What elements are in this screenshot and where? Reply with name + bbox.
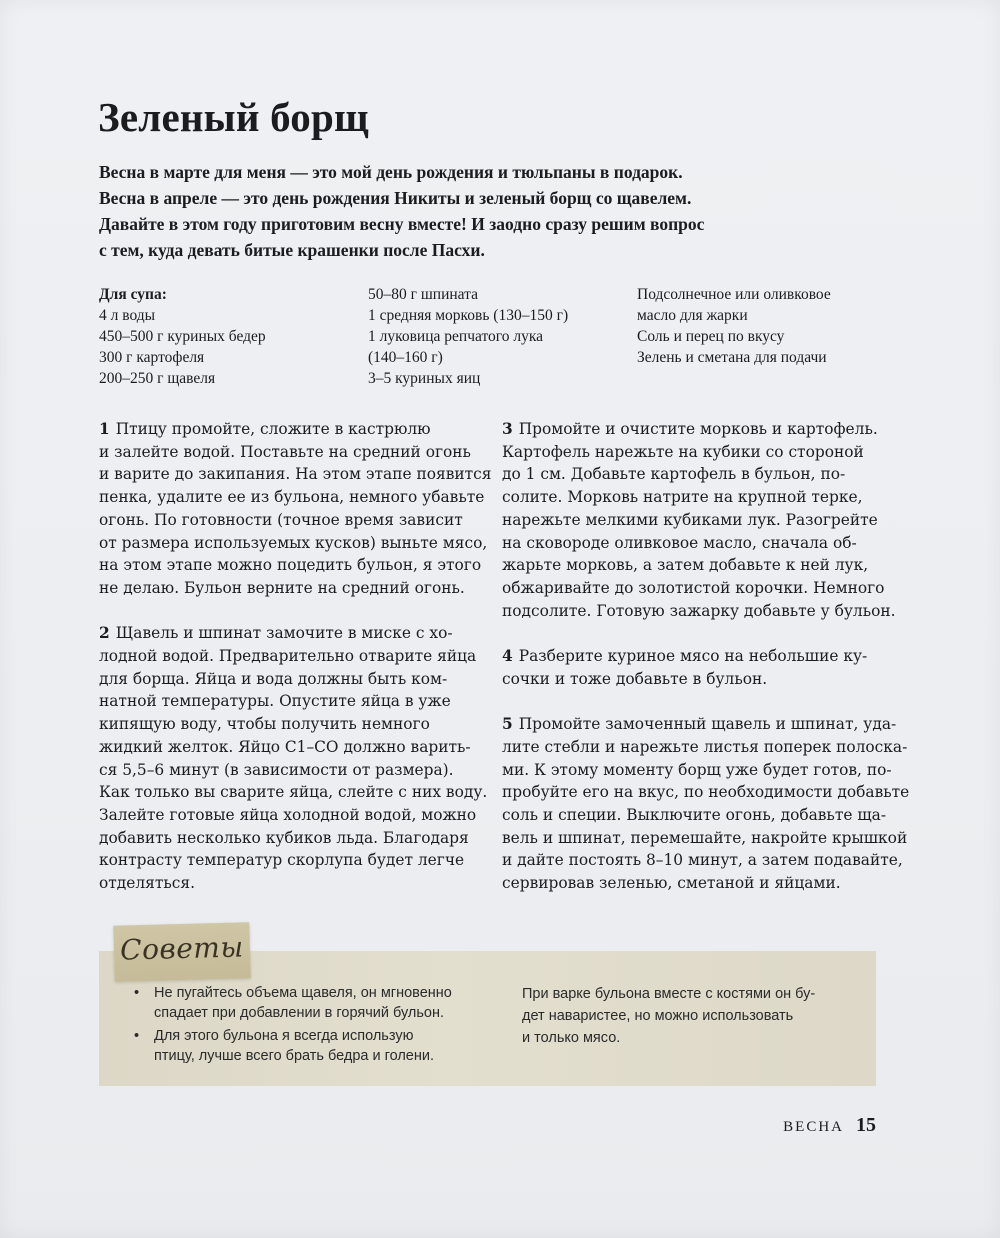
ingredient-item: масло для жарки — [637, 307, 748, 324]
tip-item — [134, 983, 452, 1023]
page-footer — [783, 1114, 876, 1137]
ingredient-item: 200–250 г щавеля — [99, 370, 216, 387]
tip-item — [134, 1026, 452, 1066]
step-text-line: Разберите куриное мясо на небольшие ку- — [518, 647, 868, 666]
step-number: 3 — [502, 420, 513, 438]
intro-line: Весна в марте для меня — это мой день рождения и тюльпаны в подарок. — [99, 162, 683, 182]
step-text-line: огонь. По готовности (точное время зависит — [99, 510, 463, 529]
ingredient-item: Подсолнечное или оливковое — [637, 286, 831, 303]
steps-left-column — [99, 418, 492, 917]
page-number: 15 — [856, 1114, 876, 1136]
step-number: 4 — [502, 647, 513, 666]
ingredients-heading: Для супа: — [99, 286, 167, 303]
step-text-line: натной температуры. Опустите яйца в уже — [99, 692, 451, 711]
ingredient-item: 300 г картофеля — [99, 349, 205, 366]
bullet-icon: • — [134, 1028, 140, 1044]
step-text-line: Промойте замоченный щавель и шпинат, уда- — [518, 715, 897, 734]
tip-line: Для этого бульона я всегда использую — [154, 1028, 414, 1044]
tip-line: птицу, лучше всего брать бедра и голени. — [154, 1048, 435, 1064]
step-text-line: и варите до закипания. На этом этапе появится — [99, 465, 492, 484]
page-title: Зеленый борщ — [98, 94, 369, 140]
ingredient-item: Соль и перец по вкусу — [637, 328, 785, 345]
tip-line: При варке бульона вместе с костями он бу- — [522, 986, 816, 1002]
step-text-line: солите. Морковь натрите на крупной терке, — [502, 488, 863, 507]
step-2 — [99, 622, 489, 894]
step-text-line: на сковороде оливковое масло, сначала об- — [502, 533, 857, 552]
step-4 — [502, 645, 892, 690]
step-3 — [502, 418, 896, 622]
ingredient-item: 450–500 г куриных бедер — [99, 328, 266, 345]
step-text-line: кипящую воду, чтобы получить немного — [99, 715, 430, 734]
intro-paragraph — [99, 159, 799, 263]
step-text-line: сочки и тоже добавьте в бульон. — [502, 669, 768, 688]
ingredients-column-1 — [99, 284, 266, 389]
step-text-line: и дайте постоять 8–10 минут, а затем подавайте, — [502, 851, 903, 870]
step-text-line: Птицу промойте, сложите в кастрюлю — [115, 420, 431, 438]
intro-line: Весна в апреле — это день рождения Никиты и зеленый борщ со щавелем. — [99, 188, 692, 208]
ingredient-item: 1 средняя морковь (130–150 г) — [368, 307, 569, 324]
ingredients-column-2 — [368, 284, 568, 389]
step-text-line: от размера используемых кусков) выньте мясо, — [99, 533, 488, 552]
step-text-line: отделяться. — [99, 874, 195, 893]
step-text-line: Щавель и шпинат замочите в миске с хо- — [115, 624, 453, 643]
ingredient-item: 3–5 куриных яиц — [368, 370, 481, 387]
step-text-line: контрасту температур скорлупа будет легче — [99, 851, 465, 870]
step-text-line: вель и шпинат, перемешайте, накройте крышкой — [502, 828, 908, 847]
step-text-line: Залейте готовые яйца холодной водой, можно — [99, 805, 477, 824]
ingredient-item: 1 луковица репчатого лука — [368, 328, 544, 345]
step-text-line: Промойте и очистите морковь и картофель. — [518, 420, 878, 438]
step-text-line: пенка, удалите ее из бульона, немного убавьте — [99, 488, 485, 507]
tips-right-text — [522, 983, 815, 1049]
tip-line: дет наваристее, но можно использовать — [522, 1008, 794, 1024]
tip-line: спадает при добавлении в горячий бульон. — [154, 1005, 445, 1021]
step-text-line: на этом этапе можно поцедить бульон, я этого — [99, 556, 482, 575]
ingredients-column-3 — [637, 284, 831, 368]
step-text-line: жидкий желток. Яйцо С1–СО должно варить- — [99, 737, 471, 756]
section-name: ВЕСНА — [783, 1119, 844, 1135]
steps-right-column — [502, 418, 910, 917]
step-text-line: для борща. Яйца и вода должны быть ком- — [99, 669, 448, 688]
step-text-line: Как только вы сварите яйца, слейте с них воду. — [99, 783, 488, 802]
ingredient-item: 4 л воды — [99, 307, 156, 324]
step-text-line: лодной водой. Предварительно отварите яйца — [99, 647, 477, 666]
step-text-line: добавить несколько кубиков льда. Благодаря — [99, 828, 469, 847]
step-text-line: не делаю. Бульон верните на средний огонь. — [99, 578, 465, 597]
ingredient-item: Зелень и сметана для подачи — [637, 349, 827, 366]
step-text-line: и залейте водой. Поставьте на средний огонь — [99, 442, 471, 461]
step-number: 2 — [99, 624, 110, 643]
step-number: 5 — [502, 715, 513, 734]
step-text-line: лите стебли и нарежьте листья поперек полоска- — [502, 737, 908, 756]
step-text-line: соль и специи. Выключите огонь, добавьте ща- — [502, 805, 887, 824]
ingredient-item: 50–80 г шпината — [368, 286, 478, 303]
tip-line: и только мясо. — [522, 1030, 621, 1046]
step-text-line: ми. К этому моменту борщ уже будет готов, по- — [502, 760, 892, 779]
step-text-line: Картофель нарежьте на кубики со стороной — [502, 442, 864, 461]
tips-label: Советы — [119, 930, 245, 967]
step-text-line: обжаривайте до золотистой корочки. Немного — [502, 578, 885, 597]
tips-label-tag — [113, 922, 250, 982]
bullet-icon: • — [134, 985, 140, 1001]
tips-list — [134, 983, 452, 1069]
intro-line: с тем, куда девать битые крашенки после Пасхи. — [99, 240, 485, 260]
step-text-line: до 1 см. Добавьте картофель в бульон, по- — [502, 465, 846, 484]
step-5 — [502, 713, 910, 895]
step-text-line: жарьте морковь, а затем добавьте к ней лук, — [502, 556, 869, 575]
step-1 — [99, 418, 492, 600]
step-number: 1 — [99, 420, 110, 438]
intro-line: Давайте в этом году приготовим весну вместе! И заодно сразу решим вопрос — [99, 214, 705, 234]
step-text-line: нарежьте мелкими кубиками лук. Разогрейте — [502, 510, 878, 529]
tip-line: Не пугайтесь объема щавеля, он мгновенно — [154, 985, 452, 1001]
step-text-line: подсолите. Готовую зажарку добавьте у бульон. — [502, 601, 896, 620]
step-text-line: сервировав зеленью, сметаной и яйцами. — [502, 874, 841, 893]
step-text-line: пробуйте его на вкус, по необходимости добавьте — [502, 783, 910, 802]
ingredient-item: (140–160 г) — [368, 349, 443, 366]
step-text-line: ся 5,5–6 минут (в зависимости от размера). — [99, 760, 454, 779]
